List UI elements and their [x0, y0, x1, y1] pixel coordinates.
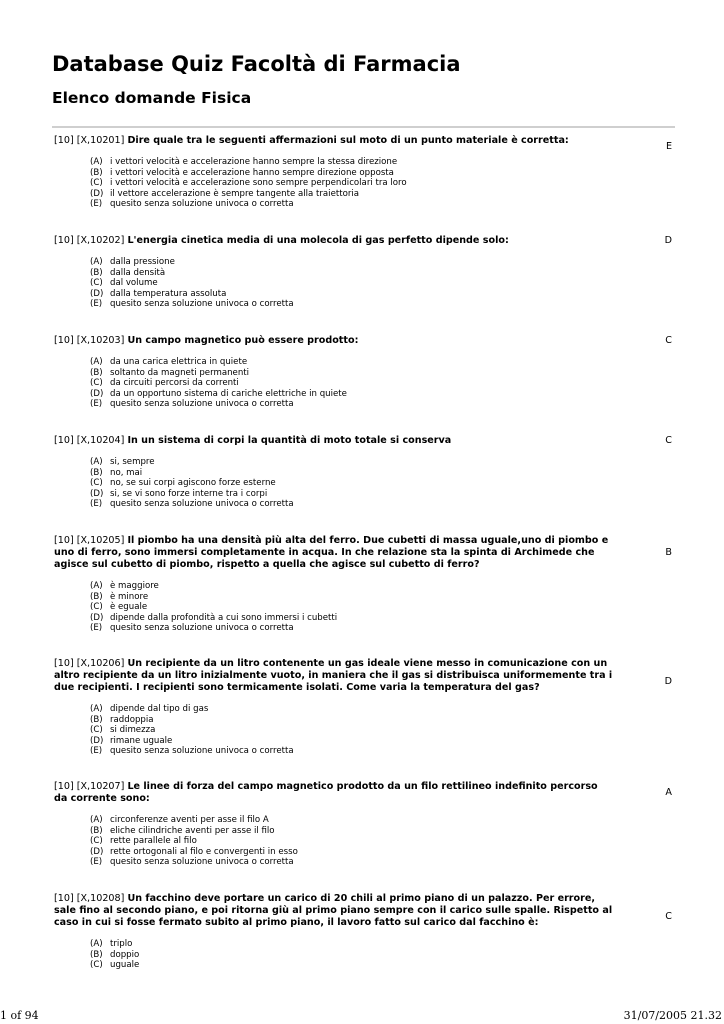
question-item — [54, 893, 674, 971]
option-text: quesito senza soluzione univoca o corretta — [110, 199, 294, 209]
question-text: Dire quale tra le seguenti affermazioni sul moto di un punto materiale è corretta: — [127, 135, 569, 146]
question-code: [10] [X,10208] — [54, 893, 125, 904]
option-item — [90, 189, 674, 200]
option-letter: (D) — [90, 488, 104, 499]
question-header — [54, 435, 614, 447]
option-letter: (A) — [90, 457, 103, 467]
option-letter: (B) — [90, 267, 103, 278]
option-item — [90, 960, 674, 971]
option-text: da una carica elettrica in quiete — [110, 357, 248, 367]
question-code: [10] [X,10206] — [54, 658, 125, 669]
option-text: da un opportuno sistema di cariche elettriche in quiete — [110, 388, 347, 399]
option-item — [90, 457, 674, 468]
option-item — [90, 478, 674, 489]
option-list — [90, 815, 674, 868]
option-text: dalla pressione — [110, 257, 175, 267]
option-letter: (A) — [90, 357, 103, 367]
option-item — [90, 715, 674, 726]
option-item — [90, 836, 674, 847]
option-letter: (A) — [90, 704, 103, 714]
option-text: si, sempre — [110, 457, 155, 467]
option-item — [90, 746, 674, 757]
option-list — [90, 157, 674, 210]
answer-key: B — [665, 547, 672, 558]
question-text: Il piombo ha una densità più alta del ferro. Due cubetti di massa uguale,uno di piombo e uno di ferro, sono immersi completamente in acqua. In che relazione sta la spinta di Archimede che agisce sul cubetto di piombo, rispetto a quella che agisce sul cubetto di ferro? — [54, 535, 609, 570]
option-letter: (E) — [90, 499, 103, 509]
option-item — [90, 289, 674, 300]
question-code: [10] [X,10201] — [54, 135, 125, 146]
question-code: [10] [X,10207] — [54, 781, 125, 792]
option-item — [90, 199, 674, 210]
option-item — [90, 939, 674, 950]
option-letter: (C) — [90, 960, 103, 970]
option-text: i vettori velocità e accelerazione hanno sempre la stessa direzione — [110, 157, 398, 167]
option-letter: (C) — [90, 378, 103, 388]
option-item — [90, 826, 674, 837]
question-header — [54, 335, 614, 347]
page-title: Database Quiz Facoltà di Farmacia — [52, 52, 461, 76]
option-text: i vettori velocità e accelerazione sono sempre perpendicolari tra loro — [110, 178, 407, 188]
question-text: Un facchino deve portare un carico di 20 chili al primo piano di un palazzo. Per errore, sale fino al secondo piano, e poi ritorna giù al primo piano sempre con il carico sulle spalle. Rispetto al caso in cui si fosse fermato subito al primo piano, il lavoro fatto sul carico dal facchino è: — [54, 893, 613, 928]
question-header — [54, 135, 614, 147]
option-item — [90, 168, 674, 179]
page-subtitle: Elenco domande Fisica — [52, 89, 252, 107]
option-letter: (B) — [90, 949, 103, 960]
option-text: il vettore accelerazione è sempre tangente alla traiettoria — [110, 188, 360, 199]
question-item — [54, 135, 674, 210]
option-item — [90, 623, 674, 634]
option-text: dalla temperatura assoluta — [110, 288, 227, 299]
option-letter: (D) — [90, 612, 104, 623]
option-letter: (D) — [90, 846, 104, 857]
question-item — [54, 235, 674, 310]
option-text: soltanto da magneti permanenti — [110, 367, 250, 378]
option-letter: (E) — [90, 746, 103, 756]
option-item — [90, 157, 674, 168]
option-item — [90, 378, 674, 389]
answer-key: C — [665, 911, 672, 922]
option-text: raddoppia — [110, 714, 154, 725]
question-header — [54, 235, 614, 247]
option-item — [90, 857, 674, 868]
option-text: quesito senza soluzione univoca o corretta — [110, 623, 294, 633]
question-text: In un sistema di corpi la quantità di moto totale si conserva — [127, 435, 452, 446]
question-header — [54, 781, 614, 805]
option-item — [90, 499, 674, 510]
option-list — [90, 704, 674, 757]
option-text: i vettori velocità e accelerazione hanno sempre direzione opposta — [110, 167, 394, 178]
option-text: quesito senza soluzione univoca o corretta — [110, 746, 294, 756]
option-item — [90, 468, 674, 479]
option-item — [90, 389, 674, 400]
option-item — [90, 815, 674, 826]
option-text: dalla densità — [110, 267, 166, 278]
option-list — [90, 357, 674, 410]
option-text: triplo — [110, 939, 133, 949]
option-letter: (D) — [90, 288, 104, 299]
option-text: circonferenze aventi per asse il filo A — [110, 815, 269, 825]
option-item — [90, 299, 674, 310]
question-code: [10] [X,10202] — [54, 235, 125, 246]
option-list — [90, 939, 674, 971]
option-text: quesito senza soluzione univoca o corretta — [110, 857, 294, 867]
option-item — [90, 736, 674, 747]
option-item — [90, 950, 674, 961]
answer-key: D — [664, 676, 672, 687]
option-letter: (C) — [90, 725, 103, 735]
option-letter: (C) — [90, 178, 103, 188]
option-text: doppio — [110, 949, 140, 960]
question-item — [54, 335, 674, 410]
answer-key: C — [665, 335, 672, 346]
question-text: Un campo magnetico può essere prodotto: — [127, 335, 359, 346]
option-letter: (C) — [90, 602, 103, 612]
option-item — [90, 368, 674, 379]
option-item — [90, 399, 674, 410]
option-text: è eguale — [110, 602, 148, 612]
option-letter: (A) — [90, 581, 103, 591]
option-item — [90, 725, 674, 736]
option-letter: (B) — [90, 825, 103, 836]
question-item — [54, 781, 674, 868]
question-text: L'energia cinetica media di una molecola di gas perfetto dipende solo: — [127, 235, 509, 246]
question-item — [54, 535, 674, 634]
option-letter: (B) — [90, 591, 103, 602]
option-letter: (C) — [90, 836, 103, 846]
option-text: quesito senza soluzione univoca o corretta — [110, 399, 294, 409]
option-letter: (D) — [90, 735, 104, 746]
option-item — [90, 257, 674, 268]
option-text: rimane uguale — [110, 735, 173, 746]
option-letter: (E) — [90, 623, 103, 633]
option-letter: (D) — [90, 388, 104, 399]
option-list — [90, 457, 674, 510]
option-item — [90, 592, 674, 603]
option-letter: (C) — [90, 478, 103, 488]
option-text: rette ortogonali al filo e convergenti in esso — [110, 846, 298, 857]
question-code: [10] [X,10204] — [54, 435, 125, 446]
option-letter: (B) — [90, 367, 103, 378]
question-header — [54, 893, 614, 929]
option-item — [90, 847, 674, 858]
header-divider — [52, 126, 675, 128]
answer-key: E — [665, 141, 672, 152]
option-letter: (E) — [90, 857, 103, 867]
option-letter: (A) — [90, 815, 103, 825]
option-letter: (E) — [90, 199, 103, 209]
option-text: dipende dalla profondità a cui sono immersi i cubetti — [110, 612, 338, 623]
question-header — [54, 535, 614, 571]
question-text: Le linee di forza del campo magnetico prodotto da un filo rettilineo indefinito percorso da corrente sono: — [54, 781, 598, 804]
answer-key: A — [665, 787, 672, 798]
option-item — [90, 613, 674, 624]
page-counter: 1 of 94 — [0, 1009, 39, 1022]
question-text: Un recipiente da un litro contenente un gas ideale viene messo in comunicazione con un altro recipiente da un litro inizialmente vuoto, in maniera che il gas si distribuisca uniformemente tra i due recipienti. I recipienti sono termicamente isolati. Come varia la temperatura del gas? — [54, 658, 613, 693]
option-item — [90, 268, 674, 279]
print-timestamp: 31/07/2005 21.32 — [623, 1009, 722, 1022]
option-text: no, se sui corpi agiscono forze esterne — [110, 478, 276, 488]
option-item — [90, 602, 674, 613]
question-code: [10] [X,10205] — [54, 535, 125, 546]
option-text: rette parallele al filo — [110, 836, 197, 846]
option-text: da circuiti percorsi da correnti — [110, 378, 239, 388]
option-item — [90, 178, 674, 189]
option-list — [90, 257, 674, 310]
answer-key: C — [665, 435, 672, 446]
option-item — [90, 581, 674, 592]
option-item — [90, 357, 674, 368]
option-text: no, mai — [110, 467, 143, 478]
question-item — [54, 658, 674, 757]
option-text: dal volume — [110, 278, 158, 288]
option-letter: (C) — [90, 278, 103, 288]
option-letter: (B) — [90, 167, 103, 178]
option-letter: (A) — [90, 157, 103, 167]
answer-key: D — [664, 235, 672, 246]
option-letter: (E) — [90, 399, 103, 409]
option-text: eliche cilindriche aventi per asse il filo — [110, 825, 275, 836]
question-header — [54, 658, 614, 694]
option-text: dipende dal tipo di gas — [110, 704, 209, 714]
question-code: [10] [X,10203] — [54, 335, 125, 346]
option-text: si dimezza — [110, 725, 156, 735]
option-letter: (E) — [90, 299, 103, 309]
option-text: quesito senza soluzione univoca o corretta — [110, 499, 294, 509]
option-item — [90, 704, 674, 715]
option-text: si, se vi sono forze interne tra i corpi — [110, 488, 268, 499]
option-letter: (B) — [90, 467, 103, 478]
option-item — [90, 489, 674, 500]
option-text: quesito senza soluzione univoca o corretta — [110, 299, 294, 309]
option-item — [90, 278, 674, 289]
question-item — [54, 435, 674, 510]
option-letter: (B) — [90, 714, 103, 725]
option-letter: (A) — [90, 939, 103, 949]
option-letter: (D) — [90, 188, 104, 199]
option-text: è minore — [110, 591, 149, 602]
option-letter: (A) — [90, 257, 103, 267]
option-list — [90, 581, 674, 634]
option-text: è maggiore — [110, 581, 159, 591]
option-text: uguale — [110, 960, 140, 970]
